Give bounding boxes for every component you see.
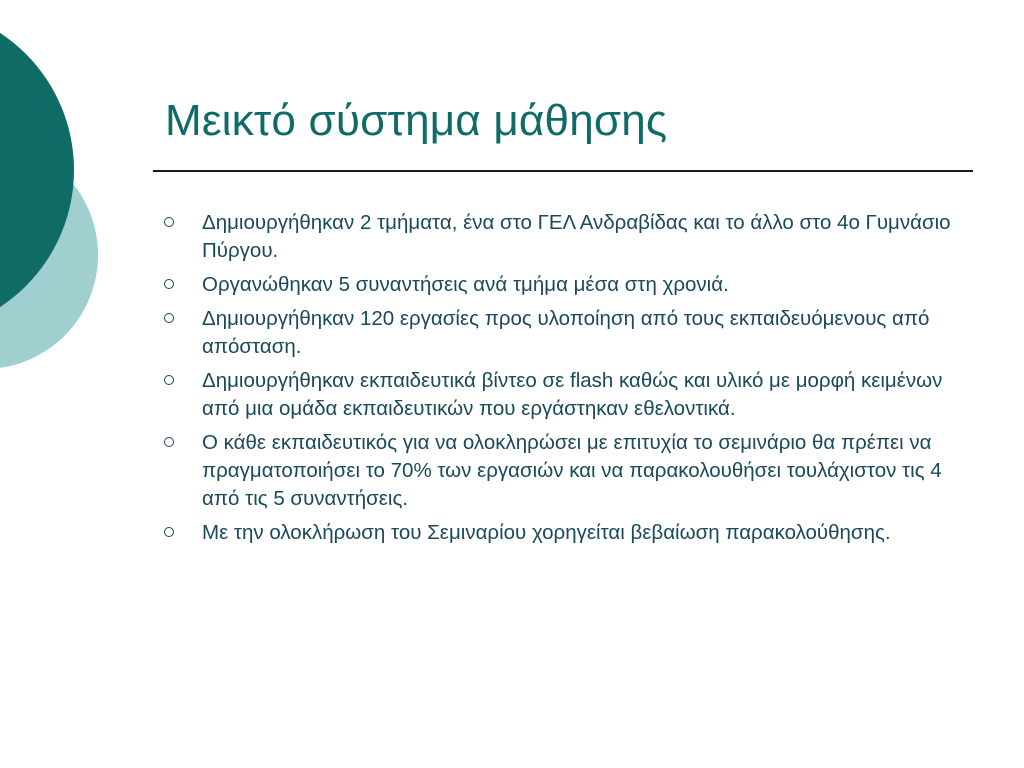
bullet-item [162,209,972,265]
bullet-item [162,429,972,513]
hollow-circle-bullet-icon [164,527,174,537]
hollow-circle-bullet-icon [164,437,174,447]
title-divider [153,170,973,172]
bullet-item [162,305,972,361]
bullet-text: Οργανώθηκαν 5 συναντήσεις ανά τμήμα μέσα στη χρονιά. [202,273,729,296]
bullet-text: Ο κάθε εκπαιδευτικός για να ολοκληρώσει με επιτυχία το σεμινάριο θα πρέπει να πραγματοποιήσει το 70% των εργασιών και να παρακολουθήσει τουλάχιστον τις 4 από τις 5 συναντήσεις. [202,431,942,510]
hollow-circle-bullet-icon [164,313,174,323]
decorative-circles [0,0,110,400]
bullet-item [162,519,972,547]
bullet-text: Δημιουργήθηκαν εκπαιδευτικά βίντεο σε flash καθώς και υλικό με μορφή κειμένων από μια ομάδα εκπαιδευτικών που εργάστηκαν εθελοντικά. [202,369,943,420]
bullet-item [162,367,972,423]
slide-title: Μεικτό σύστημα μάθησης [165,96,668,145]
bullet-list [162,209,972,553]
bullet-text: Με την ολοκλήρωση του Σεμιναρίου χορηγείται βεβαίωση παρακολούθησης. [202,521,891,544]
hollow-circle-bullet-icon [164,217,174,227]
hollow-circle-bullet-icon [164,279,174,289]
hollow-circle-bullet-icon [164,375,174,385]
bullet-item [162,271,972,299]
bullet-text: Δημιουργήθηκαν 120 εργασίες προς υλοποίηση από τους εκπαιδευόμενους από απόσταση. [202,307,930,358]
bullet-text: Δημιουργήθηκαν 2 τμήματα, ένα στο ΓΕΛ Ανδραβίδας και το άλλο στο 4ο Γυμνάσιο Πύργου. [202,211,951,262]
